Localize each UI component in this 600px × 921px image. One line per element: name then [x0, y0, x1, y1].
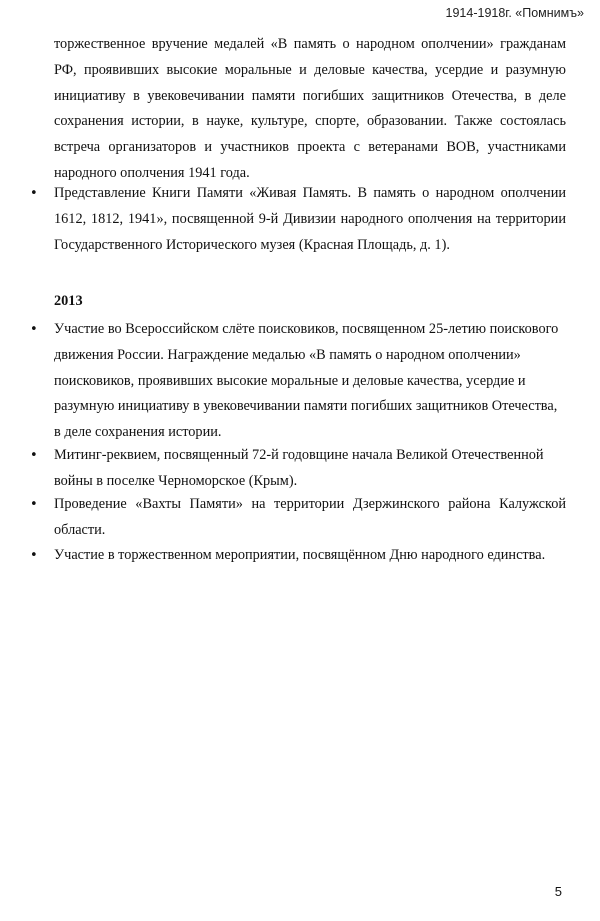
- continuation-paragraph: торжественное вручение медалей «В память о народном ополчении» гражданам РФ, проявивших высокие моральные и деловые качества, усердие и разумную инициативу в увековечивании памяти погибших защитников Отечества, в деле сохранения истории, в науке, культуре, спорте, образовании. Также состоялась встреча организаторов и участников проекта с ветеранами ВОВ, участниками народного ополчения 1941 года.: [54, 36, 566, 181]
- bullet-marker: •: [30, 186, 38, 201]
- text-line: войны в поселке Черноморское (Крым).: [54, 472, 298, 489]
- text-line: Митинг-реквием, посвященный 72-й годовщине начала Великой Отечественной: [54, 447, 544, 463]
- bullet-marker: •: [30, 322, 38, 337]
- list-item-unity-day: Участие в торжественном мероприятии, посвящённом Дню народного единства.: [54, 547, 546, 563]
- text-line: поисковиков, проявивших высокие моральные и деловые качества, усердие и: [54, 372, 526, 389]
- page-header: 1914-1918г. «Помнимъ»: [445, 6, 584, 20]
- year-heading: 2013: [54, 293, 83, 309]
- text-line: движения России. Награждение медалью «В память о народном ополчении»: [54, 346, 521, 363]
- list-item-search-rally: [54, 317, 566, 446]
- text-line: в деле сохранения истории.: [54, 424, 222, 441]
- list-item-memory-watch: Проведение «Вахты Памяти» на территории Дзержинского района Калужской области.: [54, 496, 566, 538]
- bullet-marker: •: [30, 448, 38, 463]
- text-line: разумную инициативу в увековечивании памяти погибших защитников Отечества,: [54, 398, 558, 415]
- bullet-marker: •: [30, 548, 38, 563]
- page-number: 5: [554, 884, 562, 899]
- bullet-marker: •: [30, 497, 38, 512]
- list-item-book-presentation: Представление Книги Памяти «Живая Память. В память о народном ополчении 1612, 1812, 1941», посвященной 9-й Дивизии народного ополчения на территории Государственного Исторического музея (Красная Площадь, д. 1).: [54, 185, 566, 253]
- text-line: Участие во Всероссийском слёте поисковиков, посвященном 25-летию поискового: [54, 321, 559, 337]
- list-item-requiem-rally: [54, 443, 566, 495]
